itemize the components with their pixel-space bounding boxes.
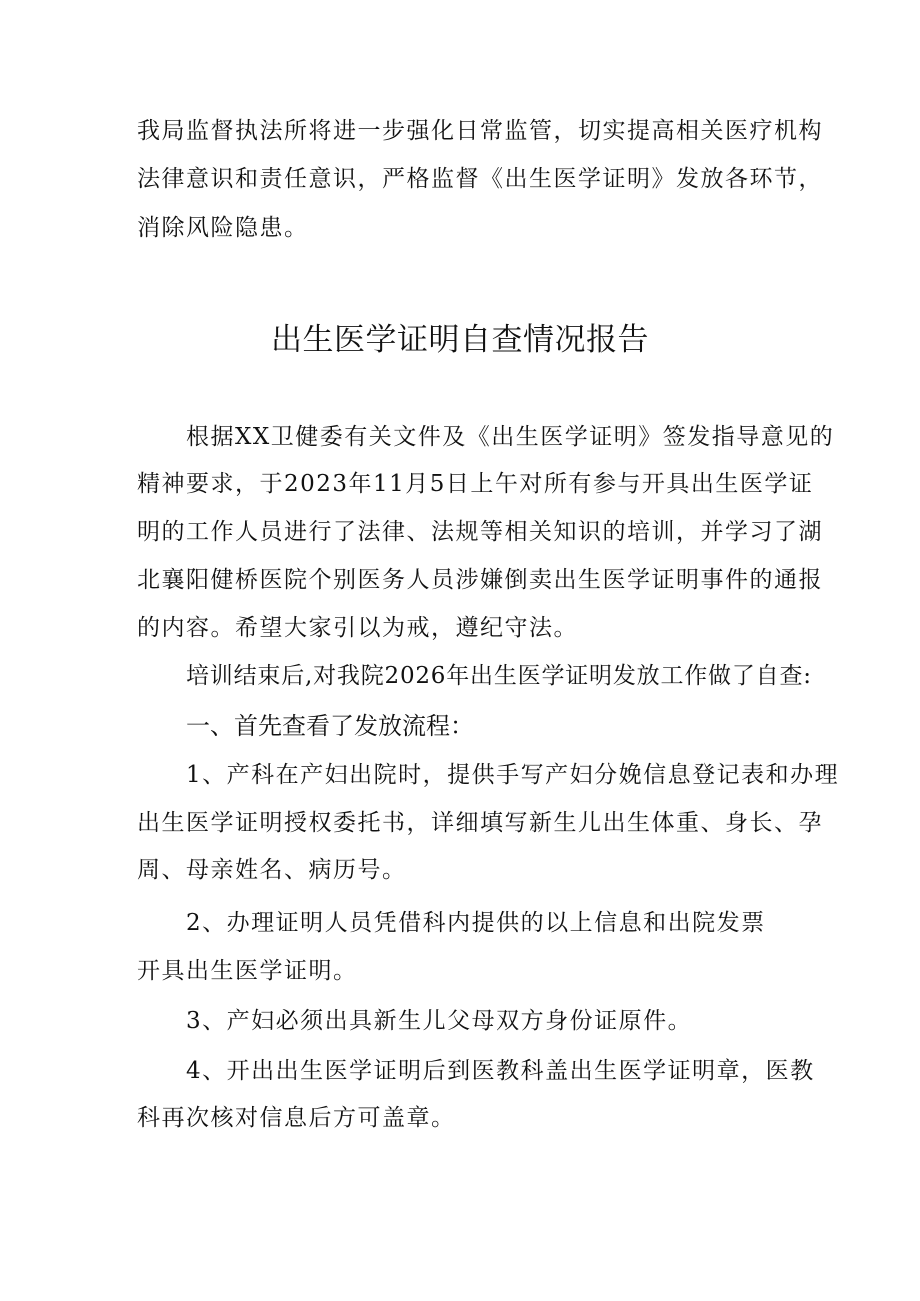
item-1-line-1: 1、产科在产妇出院时，提供手写产妇分娩信息登记表和办理: [186, 762, 840, 788]
section-1-heading: 一、首先查看了发放流程：: [186, 712, 474, 740]
item-4-line-1: 4、开出出生医学证明后到医教科盖出生医学证明章，医教: [186, 1058, 815, 1084]
intro-line-2: 精神要求，于2023年11月5日上午对所有参与开具出生医学证: [137, 471, 814, 497]
item-1-line-2: 出生医学证明授权委托书，详细填写新生儿出生体重、身长、孕: [137, 810, 823, 836]
intro-line-4: 北襄阳健桥医院个别医务人员涉嫌倒卖出生医学证明事件的通报: [137, 567, 823, 593]
intro-line-3: 明的工作人员进行了法律、法规等相关知识的培训，并学习了湖: [137, 519, 823, 545]
item-1-line-3: 周、母亲姓名、病历号。: [137, 857, 407, 883]
intro-line-1: 根据XX卫健委有关文件及《出生医学证明》签发指导意见的: [186, 424, 835, 450]
item-4-line-2: 科再次核对信息后方可盖章。: [137, 1105, 456, 1131]
item-3-line-1: 3、产妇必须出具新生儿父母双方身份证原件。: [186, 1008, 693, 1034]
item-2-line-1: 2、办理证明人员凭借科内提供的以上信息和出院发票: [186, 910, 766, 936]
item-2-line-2: 开具出生医学证明。: [137, 958, 358, 984]
top-paragraph-line-3: 消除风险隐患。: [137, 215, 309, 241]
top-paragraph-line-2: 法律意识和责任意识，严格监督《出生医学证明》发放各环节，: [137, 166, 823, 192]
intro-line-5: 的内容。希望大家引以为戒，遵纪守法。: [137, 615, 578, 641]
report-title: 出生医学证明自查情况报告: [271, 322, 649, 358]
top-paragraph-line-1: 我局监督执法所将进一步强化日常监管，切实提高相关医疗机构: [137, 118, 823, 144]
selfcheck-line: 培训结束后,对我院2026年出生医学证明发放工作做了自查:: [186, 663, 812, 689]
